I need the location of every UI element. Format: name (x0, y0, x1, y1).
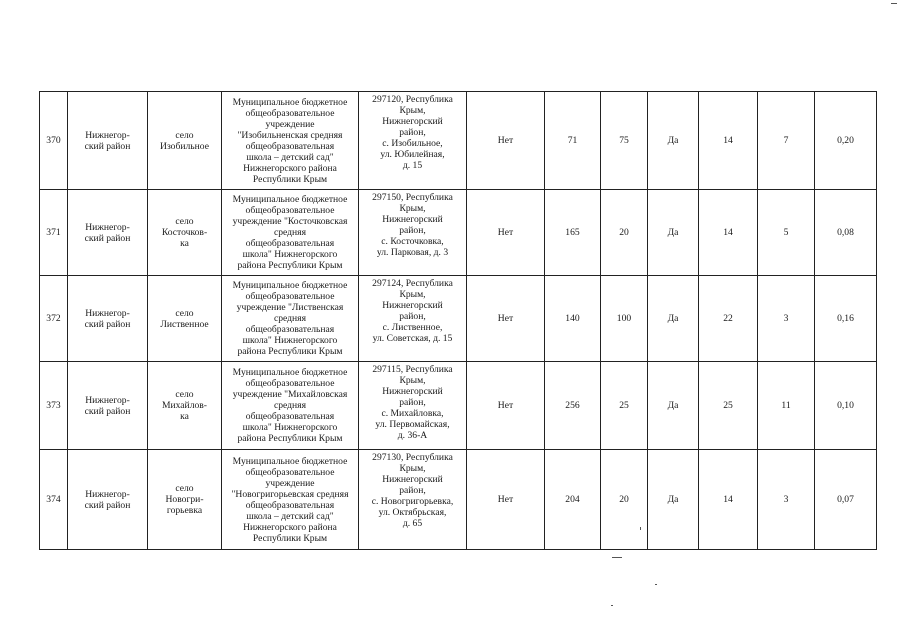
table-row (40, 92, 877, 190)
table-row (40, 190, 877, 276)
address-cell: 297124, Республика Крым, Нижнегорский район, с. Лиственное, ул. Советская, д. 15 (359, 276, 467, 362)
col12-cell: 0,16 (815, 276, 877, 362)
col7-cell: 256 (545, 362, 601, 450)
col7-cell: 140 (545, 276, 601, 362)
row-number: 372 (40, 276, 68, 362)
table-row (40, 450, 877, 550)
col12-cell: 0,20 (815, 92, 877, 190)
col8-cell: 20 (601, 190, 648, 276)
institution-name-cell: Муниципальное бюджетное общеобразовательное учреждение "Изобильненская средняя общеобразовательная школа – детский сад" Нижнегорского района Республики Крым (222, 92, 359, 190)
row-number: 373 (40, 362, 68, 450)
institution-name-cell: Муниципальное бюджетное общеобразовательное учреждение "Новогригорьевская средняя общеобразовательная школа – детский сад" Нижнегорского района Республики Крым (222, 450, 359, 550)
col8-cell: 20 (601, 450, 648, 550)
institution-name-cell: Муниципальное бюджетное общеобразовательное учреждение "Михайловская средняя общеобразовательная школа" Нижнегорского района Республики Крым (222, 362, 359, 450)
col10-cell: 22 (699, 276, 758, 362)
col11-cell: 11 (758, 362, 815, 450)
address-cell: 297115, Республика Крым, Нижнегорский район, с. Михайловка, ул. Первомайская, д. 36-А (359, 362, 467, 450)
district-cell: Нижнегор- ский район (68, 276, 148, 362)
col9-cell: Да (648, 450, 699, 550)
col6-cell: Нет (467, 276, 545, 362)
scan-speck (612, 557, 622, 558)
settlement-cell: село Изобильное (148, 92, 222, 190)
col11-cell: 5 (758, 190, 815, 276)
col10-cell: 14 (699, 92, 758, 190)
settlement-cell: село Лиственное (148, 276, 222, 362)
col9-cell: Да (648, 92, 699, 190)
row-number: 370 (40, 92, 68, 190)
col9-cell: Да (648, 190, 699, 276)
address-cell: 297130, Республика Крым, Нижнегорский район, с. Новогригорьевка, ул. Октябрьская, д. 65 (359, 450, 467, 550)
col10-cell: 25 (699, 362, 758, 450)
row-number: 371 (40, 190, 68, 276)
district-cell: Нижнегор- ский район (68, 362, 148, 450)
col6-cell: Нет (467, 362, 545, 450)
scan-speck (611, 605, 613, 606)
scan-speck (640, 527, 641, 530)
address-cell: 297150, Республика Крым, Нижнегорский район, с. Косточковка, ул. Парковая, д. 3 (359, 190, 467, 276)
settlement-cell: село Новогри- горьевка (148, 450, 222, 550)
col6-cell: Нет (467, 92, 545, 190)
district-cell: Нижнегор- ский район (68, 190, 148, 276)
col7-cell: 204 (545, 450, 601, 550)
col10-cell: 14 (699, 190, 758, 276)
scan-speck (891, 3, 897, 4)
col11-cell: 3 (758, 450, 815, 550)
settlement-cell: село Косточков- ка (148, 190, 222, 276)
scan-speck (655, 584, 657, 585)
col6-cell: Нет (467, 450, 545, 550)
col9-cell: Да (648, 276, 699, 362)
institution-name-cell: Муниципальное бюджетное общеобразовательное учреждение "Лиственская средняя общеобразовательная школа" Нижнегорского района Республики Крым (222, 276, 359, 362)
col12-cell: 0,07 (815, 450, 877, 550)
district-cell: Нижнегор- ский район (68, 92, 148, 190)
row-number: 374 (40, 450, 68, 550)
col8-cell: 25 (601, 362, 648, 450)
col7-cell: 165 (545, 190, 601, 276)
col8-cell: 100 (601, 276, 648, 362)
col6-cell: Нет (467, 190, 545, 276)
col11-cell: 7 (758, 92, 815, 190)
col7-cell: 71 (545, 92, 601, 190)
col8-cell: 75 (601, 92, 648, 190)
col9-cell: Да (648, 362, 699, 450)
col10-cell: 14 (699, 450, 758, 550)
settlement-cell: село Михайлов- ка (148, 362, 222, 450)
col12-cell: 0,08 (815, 190, 877, 276)
address-cell: 297120, Республика Крым, Нижнегорский район, с. Изобильное, ул. Юбилейная, д. 15 (359, 92, 467, 190)
registry-table (39, 91, 877, 550)
col12-cell: 0,10 (815, 362, 877, 450)
col11-cell: 3 (758, 276, 815, 362)
institution-name-cell: Муниципальное бюджетное общеобразовательное учреждение "Косточковская средняя общеобразовательная школа" Нижнегорского района Республики Крым (222, 190, 359, 276)
table-row (40, 276, 877, 362)
table-row (40, 362, 877, 450)
district-cell: Нижнегор- ский район (68, 450, 148, 550)
